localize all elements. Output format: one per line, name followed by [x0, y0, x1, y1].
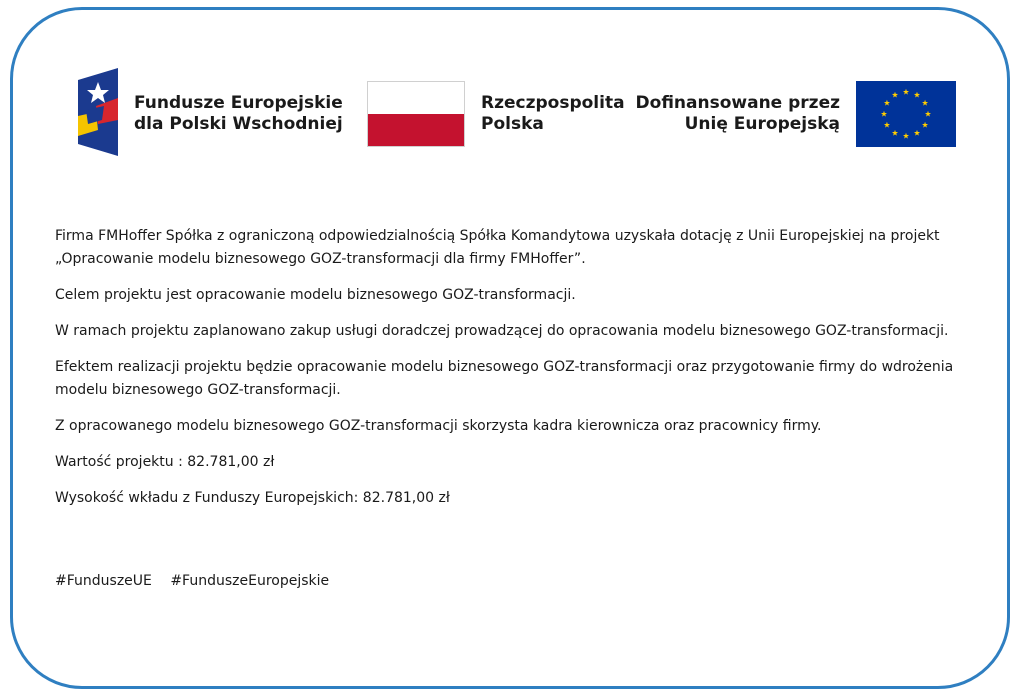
hashtag-fundusze-ue[interactable]: #FunduszeUE	[55, 573, 152, 589]
paragraph-scope: W ramach projektu zaplanowano zakup usługi doradczej prowadzącej do opracowania modelu biznesowego GOZ-transformacji.	[55, 323, 949, 339]
polish-flag-icon	[367, 81, 465, 147]
fundusze-europejskie-logo-icon	[74, 68, 122, 156]
fe-logo-line2: dla Polski Wschodniej	[134, 114, 343, 134]
eu-contribution: Wysokość wkładu z Funduszy Europejskich: 82.781,00 zł	[55, 490, 450, 506]
eu-flag-icon	[856, 81, 956, 147]
hashtags	[55, 570, 343, 593]
paragraph-intro: Firma FMHoffer Spółka z ograniczoną odpowiedzialnością Spółka Komandytowa uzyskała dotację z Unii Europejskiej na projekt „Opracowanie modelu biznesowego GOZ-transformacji dla firmy FMHoffer”.	[55, 228, 940, 267]
project-description	[55, 225, 975, 523]
fe-logo-line1: Fundusze Europejskie	[134, 93, 343, 113]
eu-logo-line1: Dofinansowane przez	[635, 93, 840, 113]
paragraph-goal: Celem projektu jest opracowanie modelu biznesowego GOZ-transformacji.	[55, 287, 576, 303]
paragraph-result: Efektem realizacji projektu będzie opracowanie modelu biznesowego GOZ-transformacji oraz przygotowanie firmy do wdrożenia modelu biznesowego GOZ-transformacji.	[55, 359, 954, 398]
fe-logo-text	[134, 93, 343, 135]
eu-logo-line2: Unię Europejską	[684, 114, 840, 134]
hashtag-fundusze-europejskie[interactable]: #FunduszeEuropejskie	[170, 573, 330, 589]
paragraph-beneficiaries: Z opracowanego modelu biznesowego GOZ-transformacji skorzysta kadra kierownicza oraz pracownicy firmy.	[55, 418, 822, 434]
eu-logo-text	[636, 93, 840, 135]
logo-bar	[0, 0, 1024, 160]
pl-logo-line1: Rzeczpospolita	[481, 93, 625, 113]
pl-logo-text	[481, 93, 625, 135]
pl-logo-line2: Polska	[481, 114, 544, 134]
project-value: Wartość projektu : 82.781,00 zł	[55, 454, 275, 470]
